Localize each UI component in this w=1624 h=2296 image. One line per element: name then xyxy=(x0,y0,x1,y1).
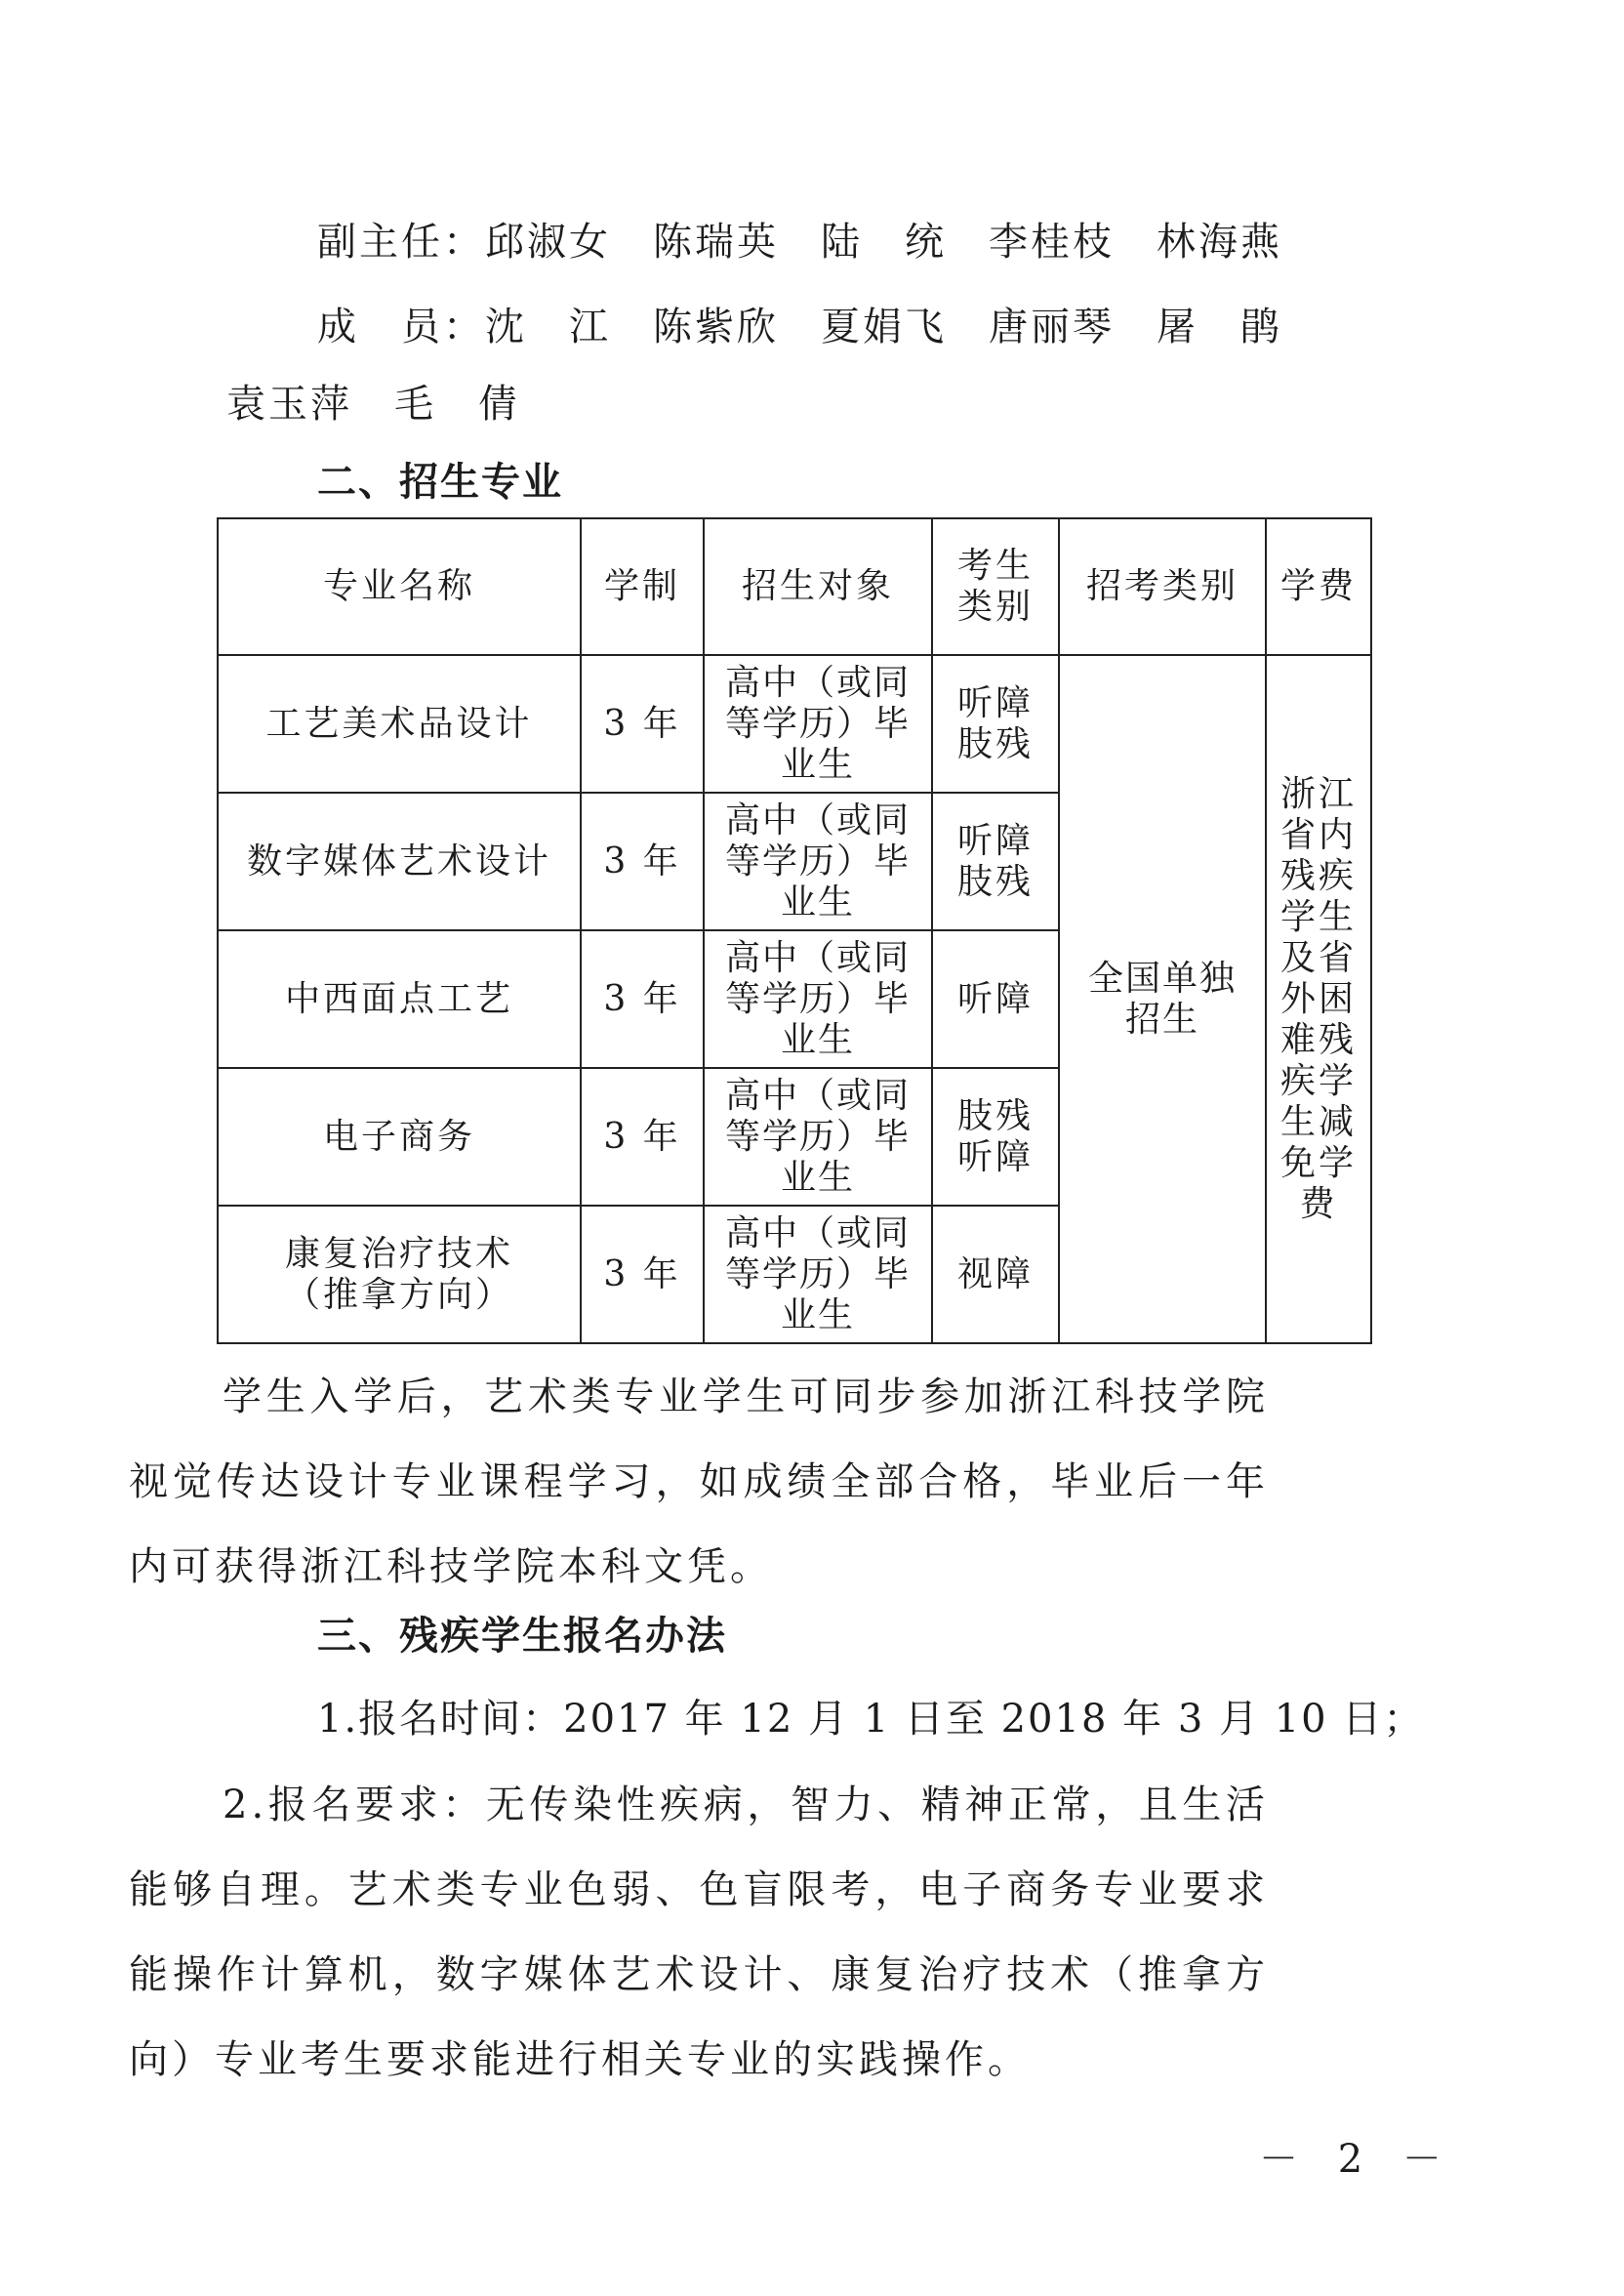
cell-target xyxy=(704,655,932,793)
cell-major xyxy=(218,1206,581,1343)
section3-item1: 1.报名时间：2017 年 12 月 1 日至 2018 年 3 月 10 日； xyxy=(317,1697,1425,1742)
header-target: 招生对象 xyxy=(704,518,932,655)
majors-table xyxy=(217,517,1372,1344)
cell-major-line1: 康复治疗技术 xyxy=(284,1233,513,1274)
members-line-2: 袁玉萍 毛 倩 xyxy=(226,382,520,427)
page-number: － 2 － xyxy=(1259,2137,1455,2182)
cell-major: 工艺美术品设计 xyxy=(218,655,581,793)
table-header-row xyxy=(218,518,1371,655)
cell-major-line2: （推拿方向） xyxy=(284,1274,513,1315)
cell-fee-text: 浙江省内残疾学生及省外困难残疾学生减免学费 xyxy=(1279,773,1357,1224)
cell-category-text: 肢残听障 xyxy=(956,1095,1034,1177)
cell-years: 3 年 xyxy=(581,655,704,793)
cell-fee xyxy=(1266,655,1371,1343)
header-major: 专业名称 xyxy=(218,518,581,655)
deputy-director-label: 副主任： xyxy=(317,220,485,265)
members-names-1: 沈 江 陈紫欣 夏娟飞 唐丽琴 屠 鹃 xyxy=(485,305,1282,349)
cell-target-text: 高中（或同等学历）毕业生 xyxy=(724,1212,911,1335)
members-line xyxy=(317,304,1282,350)
header-fee: 学费 xyxy=(1266,518,1371,655)
cell-exam-type xyxy=(1059,655,1266,1343)
deputy-directors-line xyxy=(317,219,1282,266)
cell-target xyxy=(704,1206,932,1343)
cell-exam-type-text: 全国单独招生 xyxy=(1087,958,1237,1040)
cell-major: 数字媒体艺术设计 xyxy=(218,793,581,930)
cell-category-text: 听障 xyxy=(956,978,1034,1019)
section3-heading: 三、残疾学生报名办法 xyxy=(317,1614,727,1659)
cell-target-text: 高中（或同等学历）毕业生 xyxy=(724,937,911,1060)
cell-major: 电子商务 xyxy=(218,1068,581,1206)
cell-target-text: 高中（或同等学历）毕业生 xyxy=(724,1075,911,1198)
cell-category xyxy=(932,930,1059,1068)
cell-category xyxy=(932,1206,1059,1343)
cell-target xyxy=(704,1068,932,1206)
header-exam-type: 招考类别 xyxy=(1059,518,1266,655)
cell-category-text: 听障肢残 xyxy=(956,820,1034,902)
section2-paragraph: 学生入学后，艺术类专业学生可同步参加浙江科技学院视觉传达设计专业课程学习，如成绩全部合格，毕业后一年内可获得浙江科技学院本科文凭。 xyxy=(129,1374,1269,1589)
section3-item2: 2.报名要求：无传染性疾病，智力、精神正常，且生活能够自理。艺术类专业色弱、色盲限考，电子商务专业要求能操作计算机，数字媒体艺术设计、康复治疗技术（推拿方向）专业考生要求能进行相关专业的实践操作。 xyxy=(129,1783,1269,2082)
cell-target xyxy=(704,793,932,930)
table-row xyxy=(218,655,1371,793)
cell-years: 3 年 xyxy=(581,930,704,1068)
cell-target-text: 高中（或同等学历）毕业生 xyxy=(724,800,911,922)
cell-major: 中西面点工艺 xyxy=(218,930,581,1068)
cell-category xyxy=(932,655,1059,793)
cell-category-text: 听障肢残 xyxy=(956,682,1034,764)
header-category-text: 考生类别 xyxy=(956,546,1034,627)
cell-category xyxy=(932,1068,1059,1206)
header-years: 学制 xyxy=(581,518,704,655)
section2-heading: 二、招生专业 xyxy=(317,460,563,505)
header-category xyxy=(932,518,1059,655)
deputy-directors-names: 邱淑女 陈瑞英 陆 统 李桂枝 林海燕 xyxy=(485,220,1282,265)
cell-target xyxy=(704,930,932,1068)
cell-category-text: 视障 xyxy=(956,1253,1034,1294)
cell-years: 3 年 xyxy=(581,1068,704,1206)
cell-category xyxy=(932,793,1059,930)
cell-years: 3 年 xyxy=(581,793,704,930)
cell-years: 3 年 xyxy=(581,1206,704,1343)
members-label: 成 员： xyxy=(317,305,485,349)
cell-target-text: 高中（或同等学历）毕业生 xyxy=(724,662,911,785)
